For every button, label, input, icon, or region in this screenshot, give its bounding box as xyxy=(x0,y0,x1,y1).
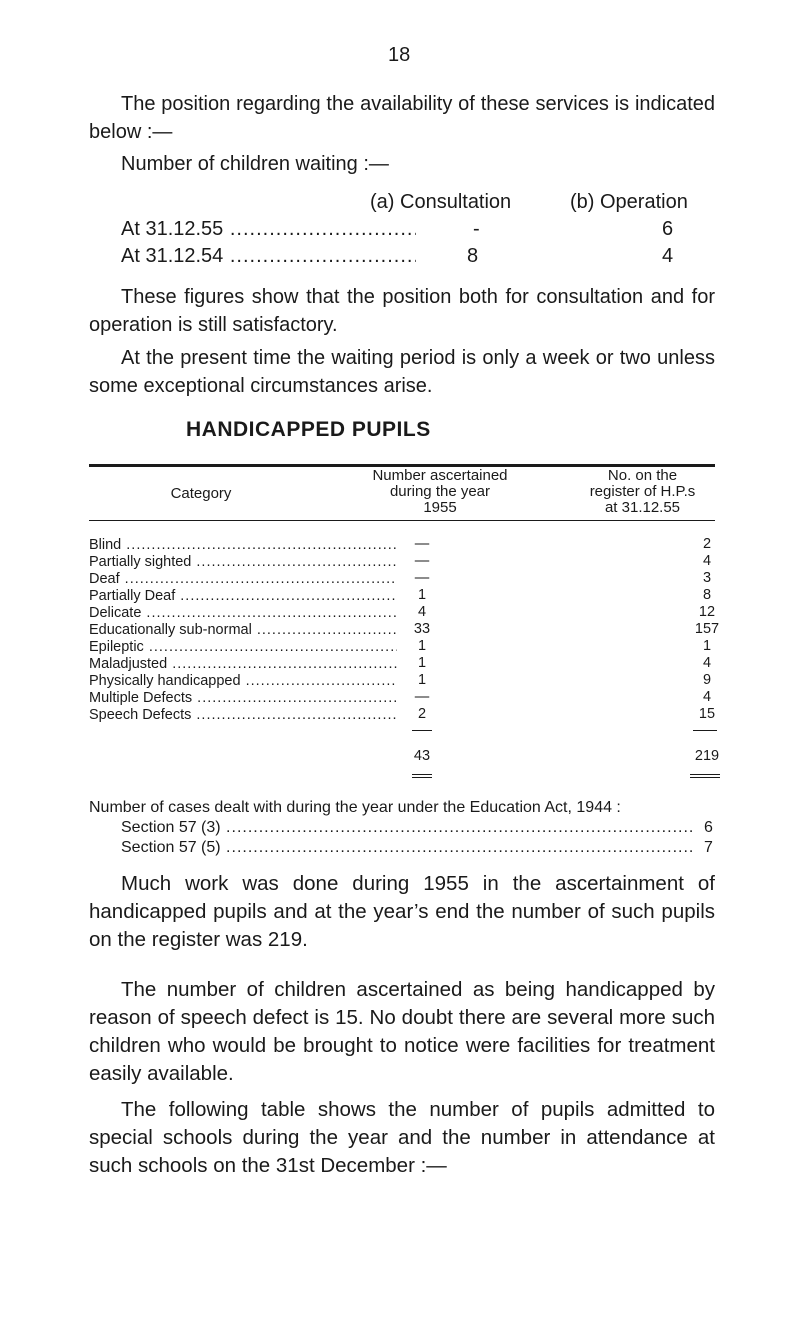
table-row-category: Speech Defects ..... xyxy=(89,706,397,724)
table-row-ascertained: — xyxy=(414,689,430,705)
table-row-category: Blind ..... xyxy=(89,536,397,554)
table-row-register: 1 xyxy=(702,638,712,654)
waiting-row-operation: 4 xyxy=(662,245,674,267)
table-row-category: Partially sighted ..... xyxy=(89,553,397,571)
paragraph-text: The following table shows the number of pupils admitted to special schools during the year and the number in attendance at such schools on the 31st December :— xyxy=(89,1098,715,1177)
table-row-ascertained: 33 xyxy=(413,621,431,637)
header-register-line: at 31.12.55 xyxy=(604,499,681,516)
header-ascertained-line: during the year xyxy=(389,483,491,500)
table-row-category: Physically handicapped ..... xyxy=(89,672,397,690)
table-row-register: 4 xyxy=(702,553,712,569)
waiting-col-operation: (b) Operation xyxy=(570,191,688,213)
waiting-heading: Number of children waiting :— xyxy=(121,153,389,175)
paragraph-waiting-period xyxy=(89,344,715,400)
table-row-category: Epileptic ..... xyxy=(89,638,397,656)
header-category: Category xyxy=(170,485,232,502)
paragraph-special-schools xyxy=(89,1096,715,1180)
table-row-category: Multiple Defects ..... xyxy=(89,689,397,707)
total-double-rule-ascertained xyxy=(412,777,432,778)
total-rule-ascertained xyxy=(412,730,432,731)
table-row-ascertained: — xyxy=(414,553,430,569)
header-register-line: No. on the xyxy=(607,467,678,484)
header-ascertained-line: Number ascertained xyxy=(372,467,508,484)
paragraph-text: Much work was done during 1955 in the ascertainment of handicapped pupils and at the year’s end the number of such pupils on the register was 219. xyxy=(89,872,715,951)
header-ascertained-line: 1955 xyxy=(423,499,457,516)
intro-paragraph xyxy=(89,90,715,146)
total-double-rule-register xyxy=(690,777,720,778)
table-row-ascertained: — xyxy=(414,536,430,552)
paragraph-ascertainment xyxy=(89,870,715,954)
header-ascertained xyxy=(355,468,525,516)
page-number: 18 xyxy=(388,44,411,66)
table-row-register: 157 xyxy=(694,621,720,637)
table-header-rule xyxy=(89,520,715,521)
table-row-ascertained: 1 xyxy=(417,638,427,654)
total-rule-register xyxy=(693,730,717,731)
cases-row-value: 7 xyxy=(704,839,713,856)
table-row-register: 12 xyxy=(698,604,716,620)
paragraph-text: At the present time the waiting period is only a week or two unless some exceptional circumstances arise. xyxy=(89,347,715,397)
table-row-ascertained: 2 xyxy=(417,706,427,722)
table-row-ascertained: 4 xyxy=(417,604,427,620)
table-row-ascertained: 1 xyxy=(417,655,427,671)
table-row-category: Maladjusted ..... xyxy=(89,655,397,673)
total-double-rule-ascertained xyxy=(412,774,432,775)
header-register-line: register of H.P.s xyxy=(589,483,696,500)
cases-row-label: Section 57 (5) ..... xyxy=(121,838,692,858)
table-row-register: 9 xyxy=(702,672,712,688)
paragraph-figures xyxy=(89,283,715,339)
header-register xyxy=(560,468,725,516)
waiting-row-label: At 31.12.54 ..... xyxy=(121,243,416,269)
table-row-register: 4 xyxy=(702,689,712,705)
total-ascertained: 43 xyxy=(413,748,431,764)
cases-heading: Number of cases dealt with during the year under the Education Act, 1944 : xyxy=(89,799,621,816)
table-row-register: 4 xyxy=(702,655,712,671)
table-row-category: Deaf ..... xyxy=(89,570,397,588)
waiting-row-consultation: 8 xyxy=(467,245,479,267)
table-row-category: Educationally sub-normal ..... xyxy=(89,621,397,639)
waiting-row-operation: 6 xyxy=(662,218,674,240)
table-row-register: 3 xyxy=(702,570,712,586)
paragraph-text: The number of children ascertained as being handicapped by reason of speech defect is 15. No doubt there are several more such children who would be brought to notice were facilities for treatment easily available. xyxy=(89,978,715,1085)
intro-text: The position regarding the availability of these services is indicated below :— xyxy=(89,93,715,143)
table-row-register: 8 xyxy=(702,587,712,603)
waiting-col-consultation: (a) Consultation xyxy=(370,191,512,213)
table-row-category: Partially Deaf ..... xyxy=(89,587,397,605)
section-title: HANDICAPPED PUPILS xyxy=(186,418,431,441)
table-row-ascertained: — xyxy=(414,570,430,586)
paragraph-text: These figures show that the position both for consultation and for operation is still satisfactory. xyxy=(89,286,715,336)
cases-row-value: 6 xyxy=(704,819,713,836)
total-register: 219 xyxy=(694,748,720,764)
paragraph-speech-defect xyxy=(89,976,715,1088)
waiting-row-consultation: - xyxy=(473,218,480,240)
cases-row-label: Section 57 (3) ..... xyxy=(121,818,692,838)
table-row-ascertained: 1 xyxy=(417,672,427,688)
table-row-ascertained: 1 xyxy=(417,587,427,603)
table-row-register: 2 xyxy=(702,536,712,552)
table-row-register: 15 xyxy=(698,706,716,722)
total-double-rule-register xyxy=(690,774,720,775)
table-row-category: Delicate ..... xyxy=(89,604,397,622)
waiting-row-label: At 31.12.55 ..... xyxy=(121,216,416,242)
